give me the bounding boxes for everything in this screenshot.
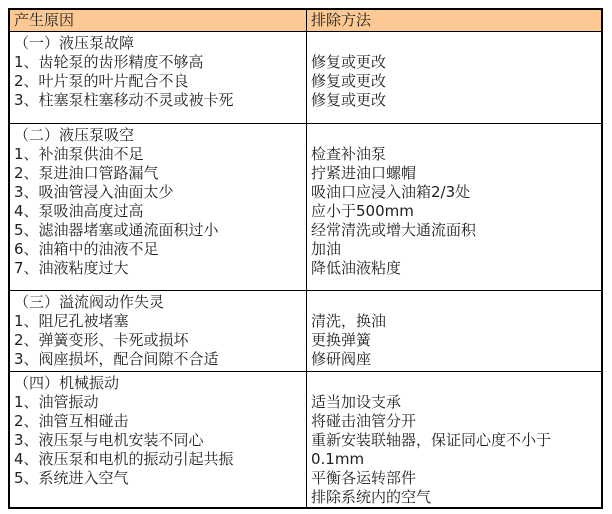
table-line: 4、泵吸油高度过高 — [14, 202, 144, 220]
table-line: 3、阀座损坏，配合间隙不合适 — [14, 350, 219, 368]
table-line: 0.1mm — [311, 450, 365, 468]
table-line: 6、油箱中的油液不足 — [14, 240, 159, 258]
table-line: 吸油口应浸入油箱2/3处 — [311, 183, 471, 201]
table-line: 2、泵进油口管路漏气 — [14, 164, 159, 182]
section-title: （三）溢流阀动作失灵 — [14, 293, 165, 311]
table-line: 4、液压泵和电机的振动引起共振 — [14, 450, 234, 468]
cause-lines — [14, 312, 303, 369]
table-line: 3、液压泵与电机安装不同心 — [14, 431, 204, 449]
table-line: 排除系统内的空气 — [311, 488, 432, 506]
table-line: 平衡各运转部件 — [311, 469, 417, 487]
table-line: 2、弹簧变形、卡死或损坏 — [14, 331, 189, 349]
section-title: （二）液压泵吸空 — [14, 126, 135, 144]
table-line: 5、滤油器堵塞或通流面积过小 — [14, 221, 219, 239]
cause-cell — [10, 124, 307, 290]
table-line: 1、齿轮泵的齿形精度不够高 — [14, 53, 204, 71]
method-lines — [311, 53, 598, 110]
table-line: 加油 — [311, 240, 342, 258]
table-line: 1、补油泵供油不足 — [14, 145, 144, 163]
table-line: 1、油管振动 — [14, 393, 99, 411]
cause-lines — [14, 53, 303, 110]
cause-lines — [14, 393, 303, 488]
method-lines — [311, 393, 598, 507]
table-header-row — [10, 10, 601, 31]
cause-cell — [10, 32, 307, 123]
method-cell — [307, 124, 601, 290]
method-cell — [307, 291, 601, 371]
section-title: （一）液压泵故障 — [14, 34, 135, 52]
table-line: 修复或更改 — [311, 72, 387, 90]
table-line: 经常清洗或增大通流面积 — [311, 221, 477, 239]
table-row-section-3 — [10, 290, 601, 371]
table-line: 修复或更改 — [311, 53, 387, 71]
method-lines — [311, 312, 598, 369]
table-line: 重新安装联轴器，保证同心度不小于 — [311, 431, 552, 449]
table-line: 7、油液粘度过大 — [14, 259, 129, 277]
table-line: 1、阻尼孔被堵塞 — [14, 312, 129, 330]
fault-troubleshooting-table — [8, 8, 603, 509]
table-line: 3、吸油管浸入油面太少 — [14, 183, 174, 201]
table-line: 3、柱塞泵柱塞移动不灵或被卡死 — [14, 91, 234, 109]
table-line: 修复或更改 — [311, 91, 387, 109]
table-line: 5、系统进入空气 — [14, 469, 129, 487]
table-line: 修研阀座 — [311, 350, 372, 368]
table-line: 应小于500mm — [311, 202, 414, 220]
table-line: 检查补油泵 — [311, 145, 387, 163]
section-title: （四）机械振动 — [14, 374, 120, 392]
table-line: 更换弹簧 — [311, 331, 372, 349]
cause-lines — [14, 145, 303, 278]
table-line: 将碰击油管分开 — [311, 412, 417, 430]
table-line: 降低油液粘度 — [311, 259, 402, 277]
table-line: 2、油管互相碰击 — [14, 412, 129, 430]
method-cell — [307, 32, 601, 123]
table-line: 拧紧进油口螺帽 — [311, 164, 417, 182]
column-header-method: 排除方法 — [307, 10, 601, 31]
table-line: 2、叶片泵的叶片配合不良 — [14, 72, 189, 90]
table-row-section-1 — [10, 31, 601, 123]
table-line: 适当加设支承 — [311, 393, 402, 411]
cause-cell — [10, 372, 307, 507]
table-line: 清洗，换油 — [311, 312, 387, 330]
column-header-cause: 产生原因 — [10, 10, 307, 31]
cause-cell — [10, 291, 307, 371]
method-cell — [307, 372, 601, 507]
table-row-section-2 — [10, 123, 601, 290]
table-row-section-4 — [10, 371, 601, 507]
method-lines — [311, 145, 598, 278]
